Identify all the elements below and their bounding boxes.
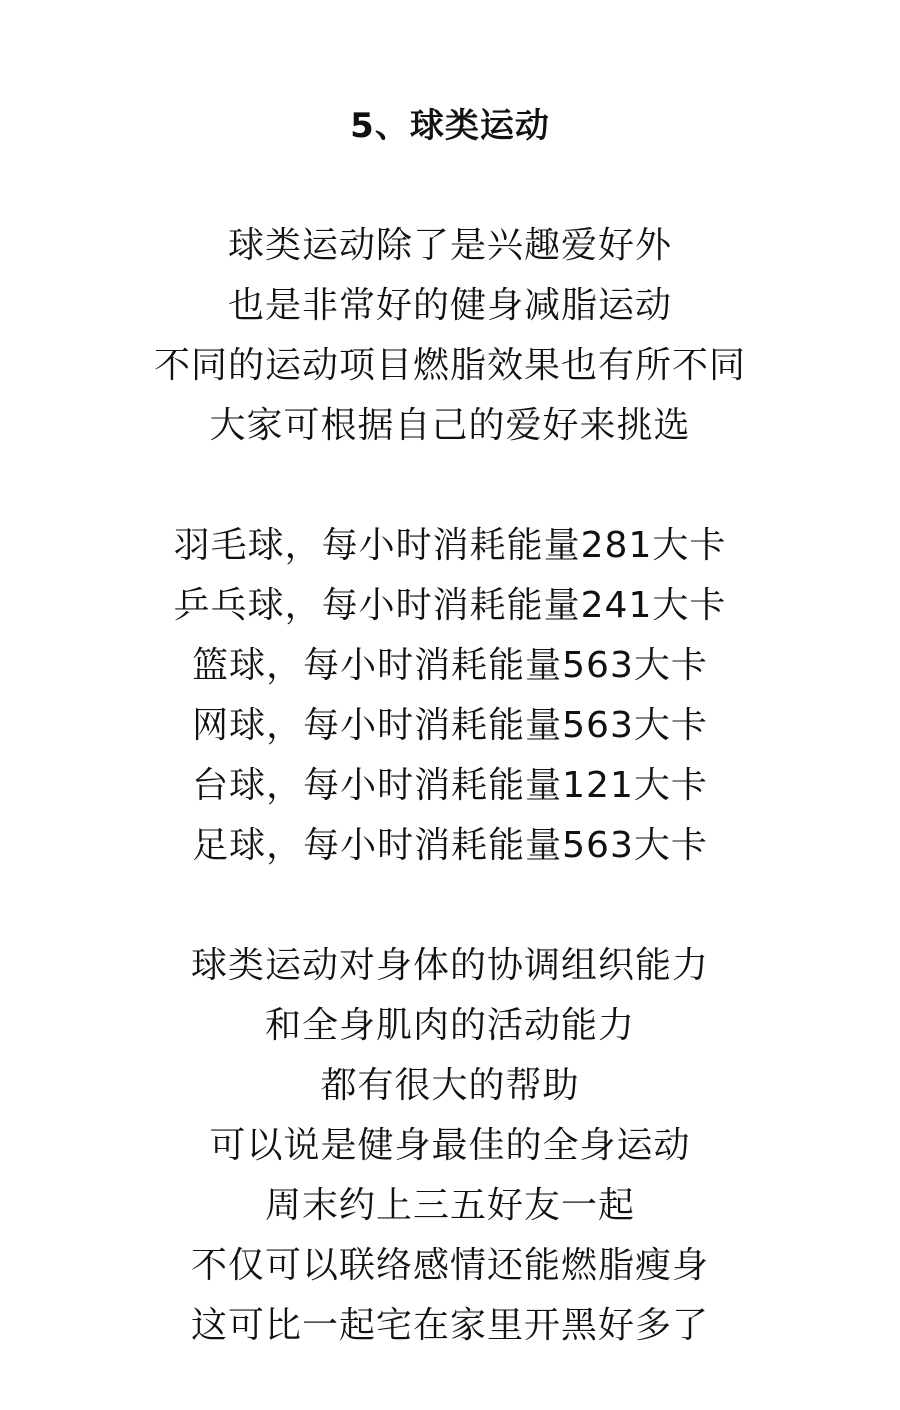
- calorie-item-billiards: 台球，每小时消耗能量121大卡: [192, 765, 708, 806]
- calorie-item-football: 足球，每小时消耗能量563大卡: [192, 825, 708, 866]
- closing-line: 可以说是健身最佳的全身运动: [209, 1125, 691, 1166]
- intro-line: 球类运动除了是兴趣爱好外: [227, 225, 672, 266]
- intro-line: 大家可根据自己的爱好来挑选: [209, 405, 691, 446]
- calorie-list: [0, 516, 900, 876]
- section-title: 5、球类运动: [350, 106, 550, 146]
- closing-line: 周末约上三五好友一起: [264, 1185, 635, 1226]
- closing-line: 这可比一起宅在家里开黑好多了: [190, 1305, 709, 1346]
- intro-paragraph: [0, 216, 900, 456]
- closing-line: 和全身肌肉的活动能力: [264, 1005, 635, 1046]
- calorie-item-basketball: 篮球，每小时消耗能量563大卡: [192, 645, 708, 686]
- closing-line: 都有很大的帮助: [320, 1065, 580, 1106]
- calorie-item-table-tennis: 乒乓球，每小时消耗能量241大卡: [173, 585, 727, 626]
- intro-line: 不同的运动项目燃脂效果也有所不同: [153, 345, 746, 386]
- calorie-item-badminton: 羽毛球，每小时消耗能量281大卡: [173, 525, 727, 566]
- closing-line: 球类运动对身体的协调组织能力: [190, 945, 709, 986]
- closing-line: 不仅可以联络感情还能燃脂瘦身: [190, 1245, 709, 1286]
- closing-paragraph: [0, 936, 900, 1356]
- intro-line: 也是非常好的健身减脂运动: [227, 285, 672, 326]
- calorie-item-tennis: 网球，每小时消耗能量563大卡: [192, 705, 708, 746]
